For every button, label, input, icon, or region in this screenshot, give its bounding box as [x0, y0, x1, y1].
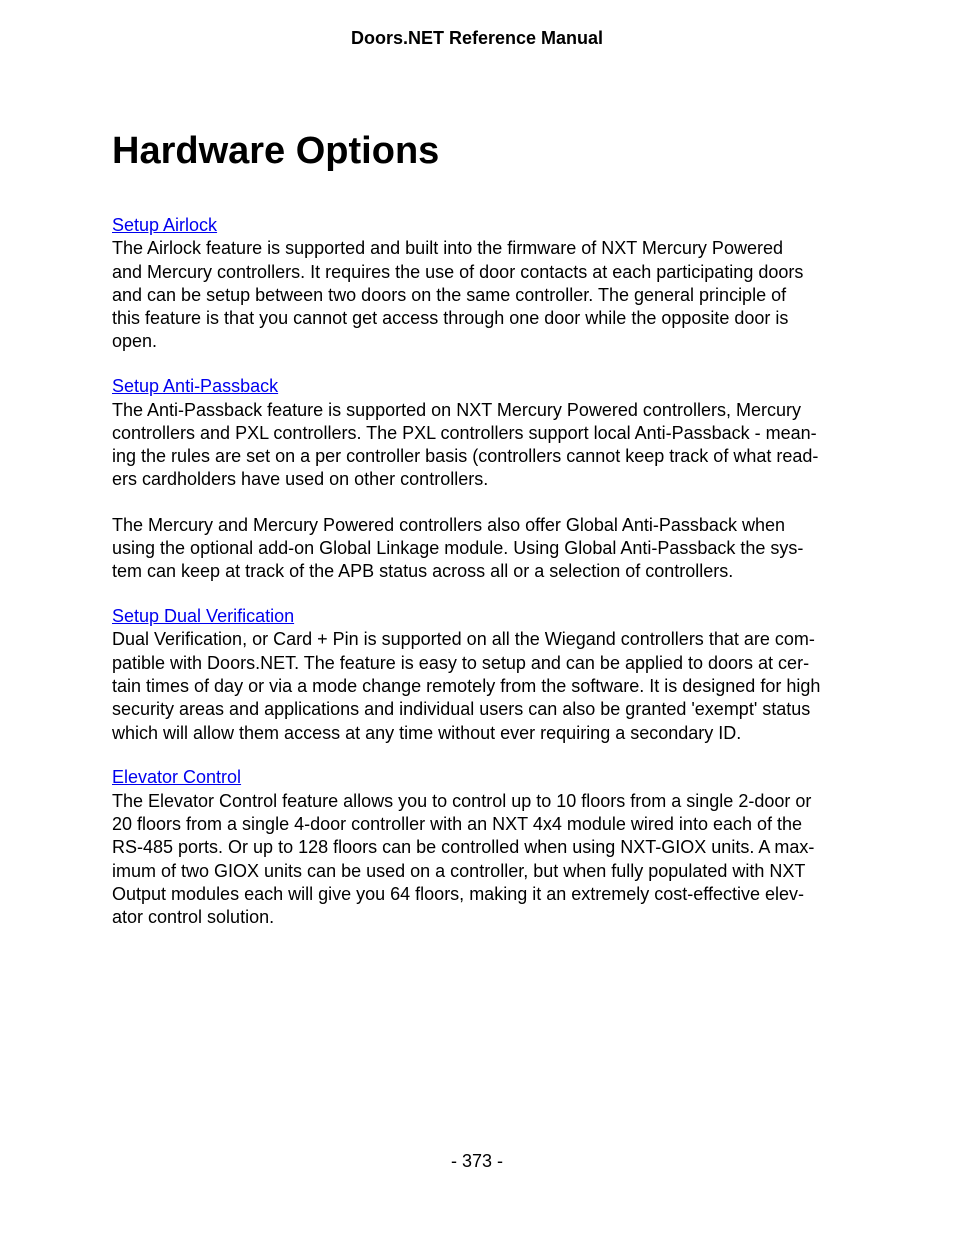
elevator-control-link[interactable]: Elevator Control: [112, 767, 242, 788]
section-setup-dual-verification: [112, 605, 852, 745]
section-elevator-control: [112, 766, 852, 929]
page-number: - 373 -: [450, 1151, 504, 1171]
global-anti-passback-paragraph: The Mercury and Mercury Powered controllers also offer Global Anti-Passback when using the optional add-on Global Linkage module. Using Global Anti-Passback the sys- tem can keep at track of the APB status across all or a selection of controllers.: [112, 514, 804, 582]
setup-dual-verification-link[interactable]: Setup Dual Verification: [112, 606, 295, 627]
content-body: [112, 214, 852, 951]
setup-dual-verification-paragraph: Dual Verification, or Card + Pin is supported on all the Wiegand controllers that are com- patible with Doors.NET. The feature is easy to setup and can be applied to doors at cer- tain times of day or via a mode change remotely from the software. It is designed for high security areas and applications and individual users can also be granted 'exempt' status which will allow them access at any time without ever requiring a secondary ID.: [112, 629, 821, 743]
setup-airlock-paragraph: The Airlock feature is supported and built into the firmware of NXT Mercury Powered and Mercury controllers. It requires the use of door contacts at each participating doors and can be setup between two doors on the same controller. The general principle of this feature is that you cannot get access through one door while the opposite door is open.: [112, 238, 804, 352]
setup-anti-passback-paragraph: The Anti-Passback feature is supported on NXT Mercury Powered controllers, Mercury controllers and PXL controllers. The PXL controllers support local Anti-Passback - mean- ing the rules are set on a per controller basis (controllers cannot keep track of what read- ers cardholders have used on other controllers.: [112, 399, 819, 490]
setup-anti-passback-link[interactable]: Setup Anti-Passback: [112, 376, 279, 397]
running-header: Doors.NET Reference Manual: [350, 28, 604, 48]
page-title: Hardware Options: [112, 130, 440, 172]
section-setup-anti-passback: [112, 375, 852, 583]
setup-airlock-link[interactable]: Setup Airlock: [112, 215, 218, 235]
section-setup-airlock: [112, 214, 852, 354]
elevator-control-paragraph: The Elevator Control feature allows you to control up to 10 floors from a single 2-door or 20 floors from a single 4-door controller with an NXT 4x4 module wired into each of the RS-485 ports. Or up to 128 floors can be controlled when using NXT-GIOX units. A max- imum of two GIOX units can be used on a controller, but when fully populated with NXT Output modules each will give you 64 floors, making it an extremely cost-effective elev- ator control solution.: [112, 790, 815, 928]
